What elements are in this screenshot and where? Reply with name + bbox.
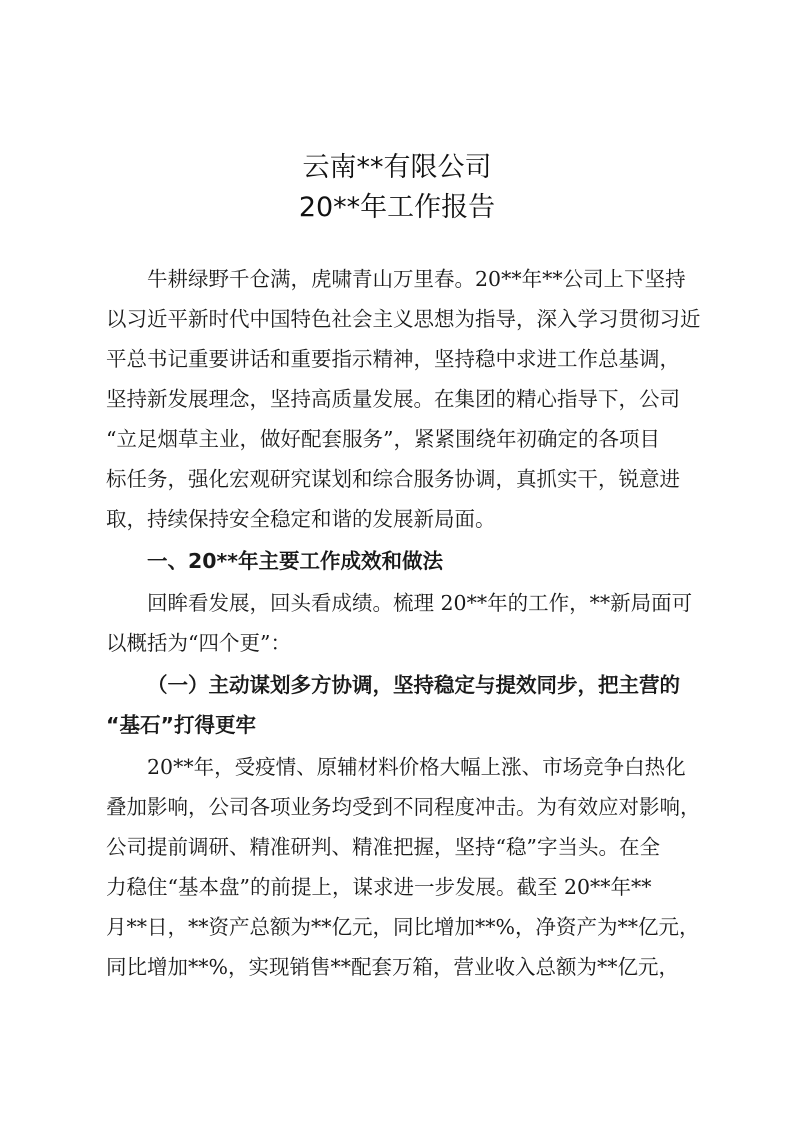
intro-line: 标任务，强化宏观研究谋划和综合服务协调，真抓实干，锐意进: [106, 467, 680, 491]
intro-line: 平总书记重要讲话和重要指示精神，坚持稳中求进工作总基调，: [106, 347, 680, 371]
intro-line: 牛耕绿野千仓满，虎啸青山万里春。20**年**公司上下坚持: [147, 267, 686, 291]
intro-line: 以习近平新时代中国特色社会主义思想为指导，深入学习贯彻习近: [106, 307, 701, 331]
subsection-paragraph-line: 月**日，**资产总额为**亿元，同比增加**%，净资产为**亿元，: [106, 915, 700, 939]
subsection-paragraph-line: 同比增加**%，实现销售**配套万箱，营业收入总额为**亿元，: [106, 955, 679, 979]
subsection-paragraph-line: 公司提前调研、精准研判、精准把握，坚持“稳”字当头。在全: [106, 835, 660, 859]
document-title-line-1: 云南**有限公司: [302, 152, 492, 183]
subsection-paragraph-line: 力稳住“基本盘”的前提上，谋求进一步发展。截至 20**年**: [106, 875, 652, 899]
intro-line: 取，持续保持安全稳定和谐的发展新局面。: [106, 507, 496, 531]
section-paragraph-line: 以概括为“四个更”：: [106, 631, 291, 655]
document-title-line-2: 20**年工作报告: [298, 192, 496, 223]
subsection-paragraph-line: 20**年，受疫情、原辅材料价格大幅上涨、市场竞争白热化: [147, 755, 686, 779]
subsection-paragraph-line: 叠加影响，公司各项业务均受到不同程度冲击。为有效应对影响，: [106, 795, 701, 819]
intro-line: 坚持新发展理念，坚持高质量发展。在集团的精心指导下，公司: [106, 387, 680, 411]
section-paragraph-line: 回眸看发展，回头看成绩。梳理 20**年的工作，**新局面可: [147, 591, 693, 615]
subsection-heading: （一）主动谋划多方协调，坚持稳定与提效同步，把主营的: [147, 673, 680, 697]
intro-line: “立足烟草主业，做好配套服务”，紧紧围绕年初确定的各项目: [106, 427, 660, 451]
subsection-heading: “基石”打得更牢: [106, 713, 256, 737]
section-heading: 一、20**年主要工作成效和做法: [147, 549, 443, 573]
